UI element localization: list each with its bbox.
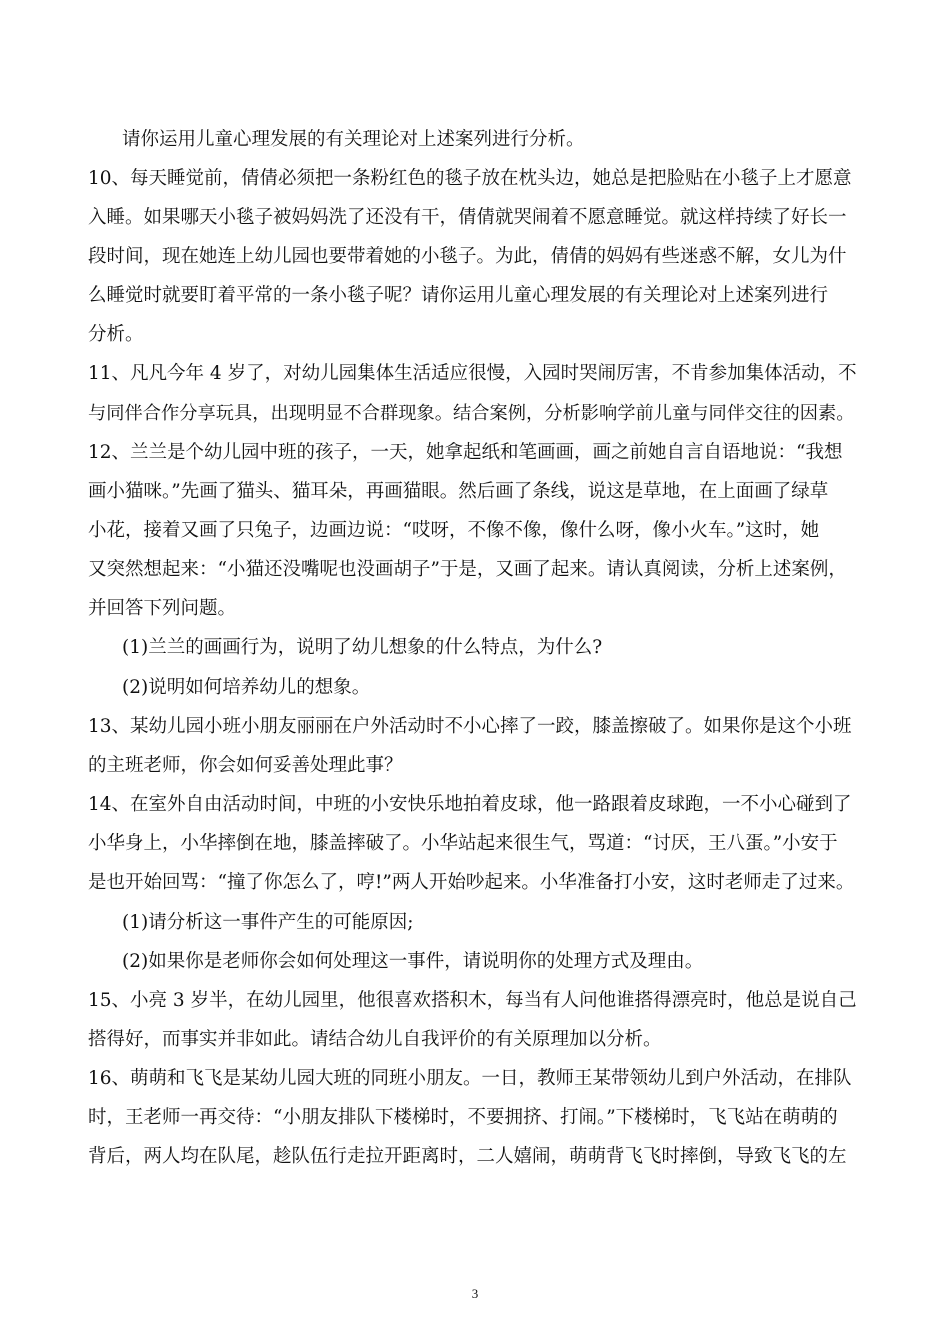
text-line: 并回答下列问题。 <box>88 598 237 619</box>
text-line: 背后，两人均在队尾，趁队伍行走拉开距离时，二人嬉闹，萌萌背飞飞时摔倒，导致飞飞的左 <box>88 1146 847 1167</box>
text-line: 搭得好，而事实并非如此。请结合幼儿自我评价的有关原理加以分析。 <box>88 1029 662 1050</box>
text-line: 时，王老师一再交待：“小朋友排队下楼梯时，不要拥挤、打闹。”下楼梯时，飞飞站在萌萌的 <box>88 1107 838 1128</box>
text-line: 请你运用儿童心理发展的有关理论对上述案列进行分析。 <box>122 129 585 150</box>
text-line: 12、兰兰是个幼儿园中班的孩子，一天，她拿起纸和笔画画，画之前她自言自语地说：“我想 <box>88 442 843 463</box>
text-line: 的主班老师，你会如何妥善处理此事？ <box>88 755 403 776</box>
text-line: 与同伴合作分享玩具，出现明显不合群现象。结合案例，分析影响学前儿童与同伴交往的因素。 <box>88 403 855 424</box>
text-line: 么睡觉时就要盯着平常的一条小毯子呢？请你运用儿童心理发展的有关理论对上述案列进行 <box>88 285 829 306</box>
text-line: 10、每天睡觉前，倩倩必须把一条粉红色的毯子放在枕头边，她总是把脸贴在小毯子上才愿意 <box>88 168 852 189</box>
text-line: 小花，接着又画了只兔子，边画边说：“哎呀，不像不像，像什么呀，像小火车。”这时，她 <box>88 520 820 541</box>
page-number: 3 <box>471 1286 479 1301</box>
text-line: 分析。 <box>88 324 144 345</box>
text-line: 段时间，现在她连上幼儿园也要带着她的小毯子。为此，倩倩的妈妈有些迷惑不解，女儿为什 <box>88 246 847 267</box>
text-line: (2)如果你是老师你会如何处理这一事件，请说明你的处理方式及理由。 <box>122 951 704 972</box>
text-line: 11、凡凡今年 4 岁了，对幼儿园集体生活适应很慢，入园时哭闹厉害，不肯参加集体活动，不 <box>88 363 857 384</box>
text-line: 画小猫咪。”先画了猫头、猫耳朵，再画猫眼。然后画了条线，说这是草地，在上面画了绿草 <box>88 481 829 502</box>
text-line: 15、小亮 3 岁半，在幼儿园里，他很喜欢搭积木，每当有人问他谁搭得漂亮时，他总是说自己 <box>88 990 857 1011</box>
text-line: (1)请分析这一事件产生的可能原因; <box>122 912 414 933</box>
text-line: (2)说明如何培养幼儿的想象。 <box>122 677 371 698</box>
text-line: 16、萌萌和飞飞是某幼儿园大班的同班小朋友。一日，教师王某带领幼儿到户外活动，在排队 <box>88 1068 852 1089</box>
text-line: 14、在室外自由活动时间，中班的小安快乐地拍着皮球，他一路跟着皮球跑，一不小心碰到了 <box>88 794 852 815</box>
text-line: 小华身上，小华摔倒在地，膝盖摔破了。小华站起来很生气，骂道：“讨厌，王八蛋。”小安于 <box>88 833 838 854</box>
text-line: 又突然想起来：“小猫还没嘴呢也没画胡子”于是，又画了起来。请认真阅读，分析上述案例， <box>88 559 847 580</box>
text-line: 入睡。如果哪天小毯子被妈妈洗了还没有干，倩倩就哭闹着不愿意睡觉。就这样持续了好长一 <box>88 207 847 228</box>
text-line: (1)兰兰的画画行为，说明了幼儿想象的什么特点，为什么? <box>122 637 603 658</box>
text-line: 13、某幼儿园小班小朋友丽丽在户外活动时不小心摔了一跤，膝盖擦破了。如果你是这个小班 <box>88 716 852 737</box>
text-line: 是也开始回骂：“撞了你怎么了，哼!”两人开始吵起来。小华准备打小安，这时老师走了过来。 <box>88 872 855 893</box>
